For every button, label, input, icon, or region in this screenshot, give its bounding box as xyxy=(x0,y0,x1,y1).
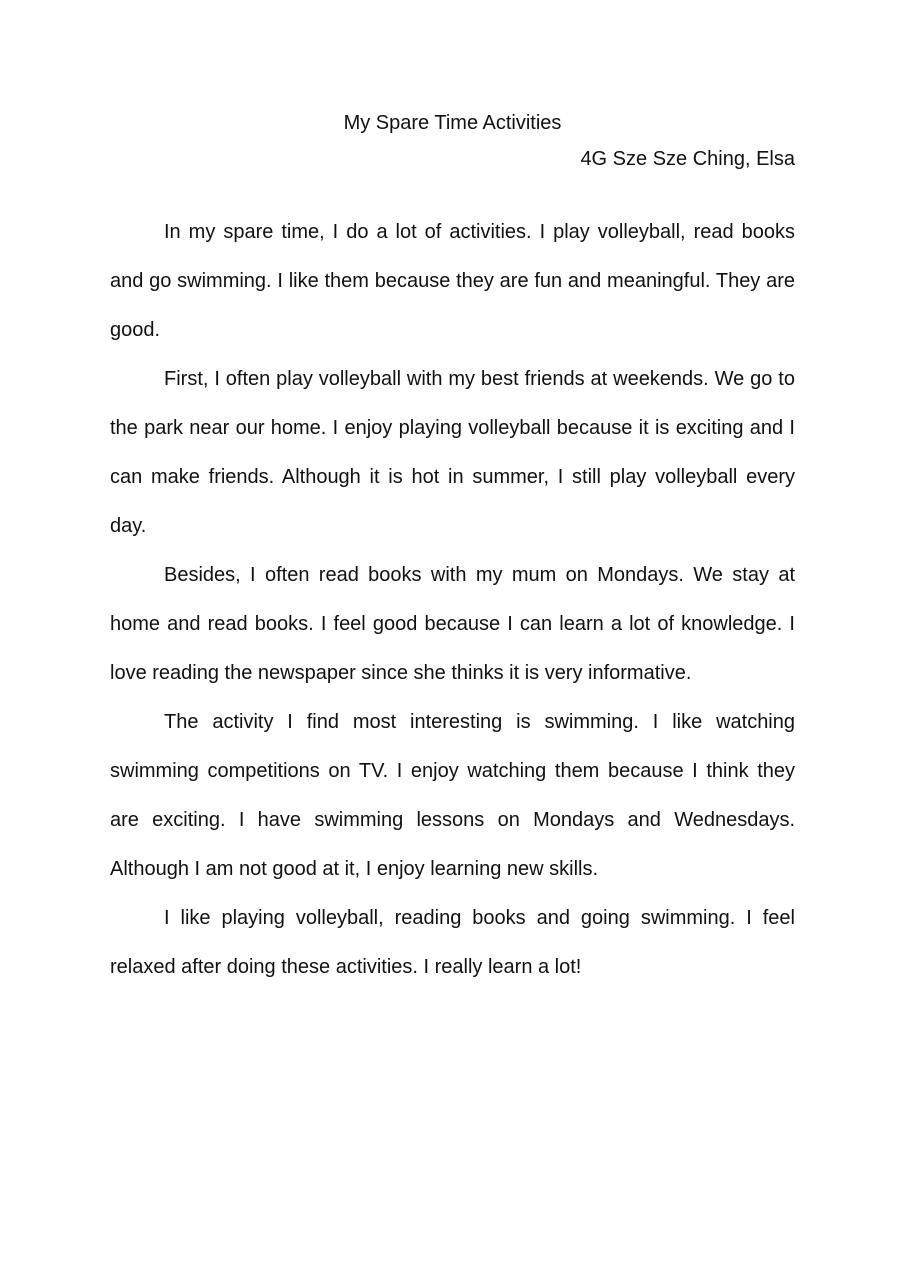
paragraph-swimming: The activity I find most interesting is swimming. I like watching swimming competitions on TV. I enjoy watching them because I think they are exciting. I have swimming lessons on Mondays and Wednesdays. Although I am not good at it, I enjoy learning new skills. xyxy=(110,711,795,880)
document-title: My Spare Time Activities xyxy=(343,112,562,134)
paragraph-volleyball: First, I often play volleyball with my best friends at weekends. We go to the park near our home. I enjoy playing volleyball because it is exciting and I can make friends. Although it is hot in summer, I still play volleyball every day. xyxy=(110,368,795,537)
paragraph-intro: In my spare time, I do a lot of activities. I play volleyball, read books and go swimming. I like them because they are fun and meaningful. They are good. xyxy=(110,221,795,341)
paragraph-reading: Besides, I often read books with my mum on Mondays. We stay at home and read books. I feel good because I can learn a lot of knowledge. I love reading the newspaper since she thinks it is very informative. xyxy=(110,564,795,684)
paragraph-conclusion: I like playing volleyball, reading books and going swimming. I feel relaxed after doing these activities. I really learn a lot! xyxy=(110,907,795,978)
essay-body xyxy=(110,208,795,992)
author-line: 4G Sze Sze Ching, Elsa xyxy=(580,148,795,170)
